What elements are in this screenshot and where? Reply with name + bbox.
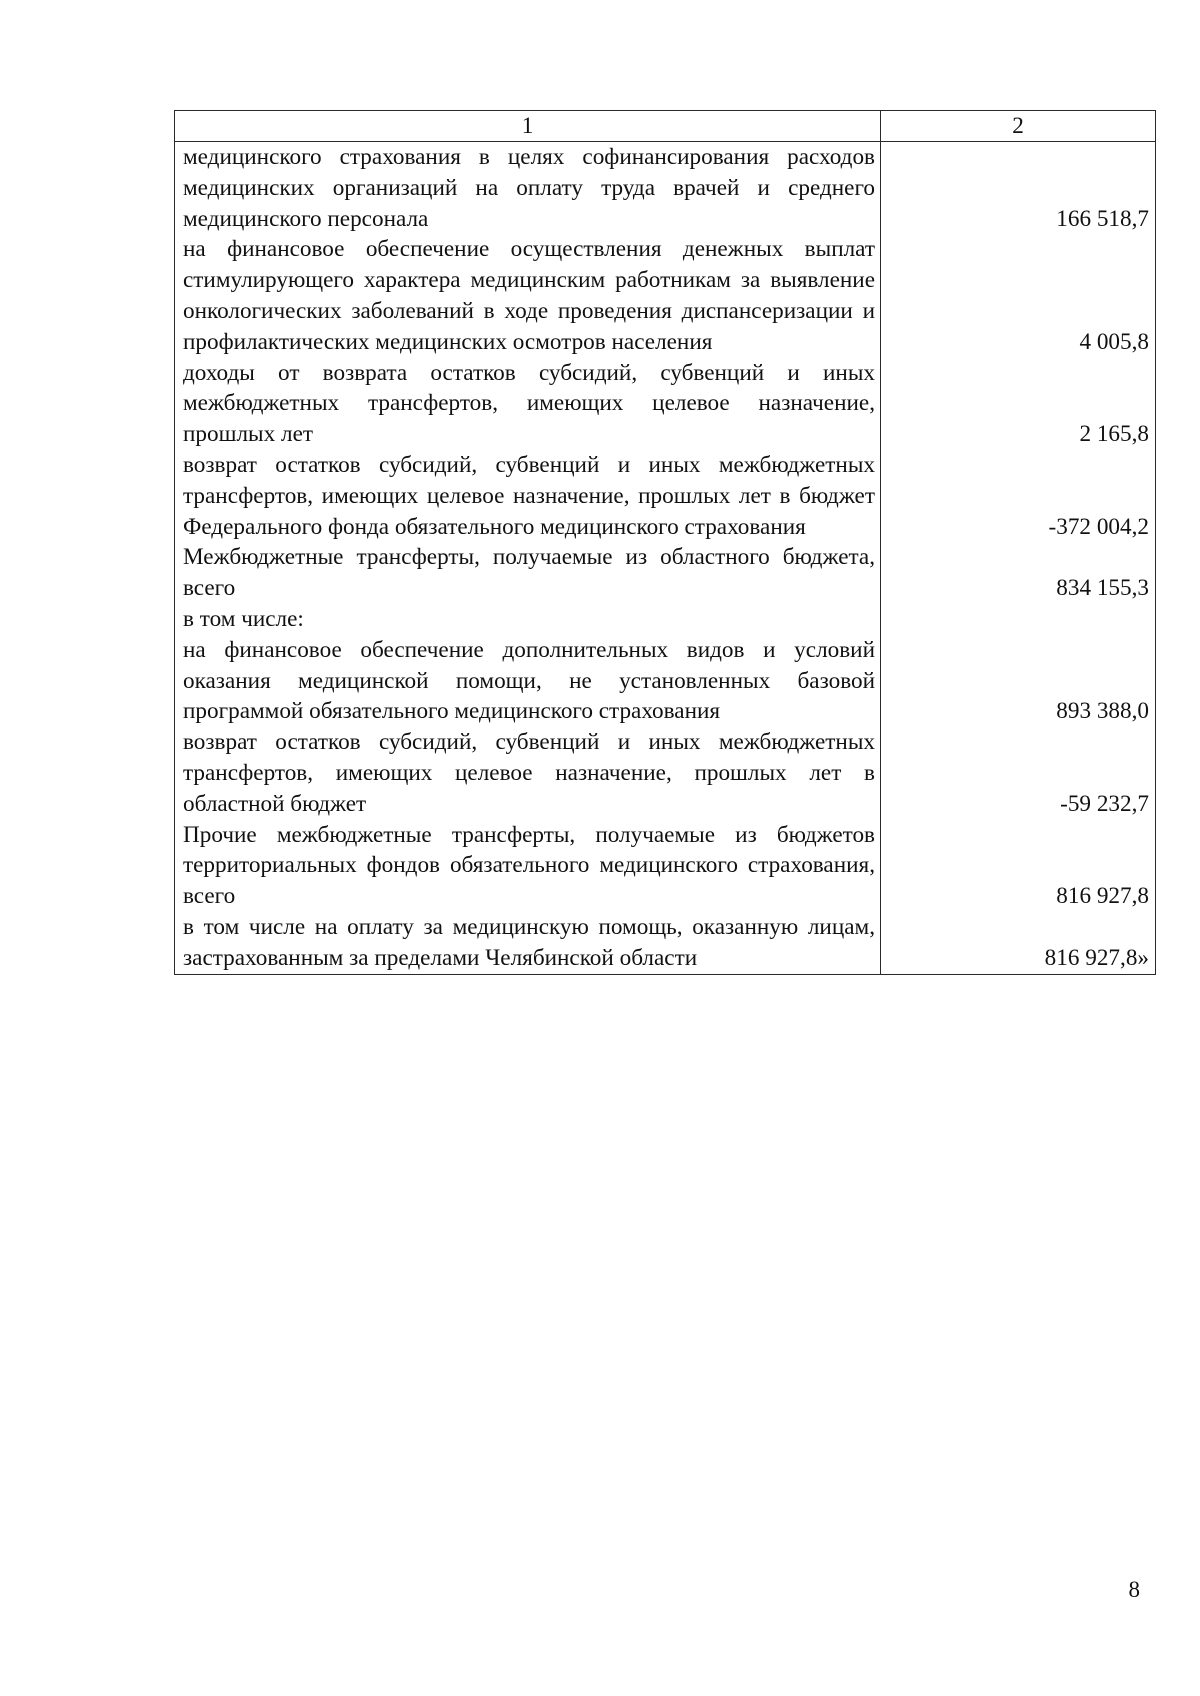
table-row [175,542,1156,604]
row-description: возврат остатков субсидий, субвенций и иных межбюджетных трансфертов, имеющих целевое назначение, прошлых лет в областной бюджет [175,727,881,819]
row-value: 816 927,8 [881,820,1156,912]
row-value: 893 388,0 [881,635,1156,727]
row-value: 4 005,8 [881,234,1156,357]
row-value: -59 232,7 [881,727,1156,819]
budget-table [174,110,1156,975]
row-value: 816 927,8» [881,912,1156,974]
table-row [175,635,1156,727]
table-body [175,142,1156,975]
row-description: на финансовое обеспечение осуществления денежных выплат стимулирующего характера медицинским работникам за выявление онкологических заболеваний в ходе проведения диспансеризации и профилактических медицинских осмотров населения [175,234,881,357]
row-value: 2 165,8 [881,358,1156,450]
table-row [175,450,1156,542]
table-row [175,604,1156,635]
row-description: Межбюджетные трансферты, получаемые из областного бюджета, всего [175,542,881,604]
table-row [175,358,1156,450]
table-header-row [175,111,1156,142]
row-value: 166 518,7 [881,142,1156,235]
row-description: в том числе на оплату за медицинскую помощь, оказанную лицам, застрахованным за пределами Челябинской области [175,912,881,974]
column-1-header: 1 [175,111,881,142]
row-value: -372 004,2 [881,450,1156,542]
table-row [175,727,1156,819]
row-description: в том числе: [175,604,881,635]
table-row [175,142,1156,235]
row-value [881,604,1156,635]
table-row [175,234,1156,357]
table-row [175,820,1156,912]
row-description: Прочие межбюджетные трансферты, получаемые из бюджетов территориальных фондов обязательного медицинского страхования, всего [175,820,881,912]
row-description: возврат остатков субсидий, субвенций и иных межбюджетных трансфертов, имеющих целевое назначение, прошлых лет в бюджет Федерального фонда обязательного медицинского страхования [175,450,881,542]
row-description: на финансовое обеспечение дополнительных видов и условий оказания медицинской помощи, не установленных базовой программой обязательного медицинского страхования [175,635,881,727]
row-value: 834 155,3 [881,542,1156,604]
table-header [175,111,1156,142]
row-description: доходы от возврата остатков субсидий, субвенций и иных межбюджетных трансфертов, имеющих целевое назначение, прошлых лет [175,358,881,450]
row-description: медицинского страхования в целях софинансирования расходов медицинских организаций на оплату труда врачей и среднего медицинского персонала [175,142,881,235]
column-2-header: 2 [881,111,1156,142]
page-number: 8 [1128,1577,1140,1602]
table-row [175,912,1156,974]
